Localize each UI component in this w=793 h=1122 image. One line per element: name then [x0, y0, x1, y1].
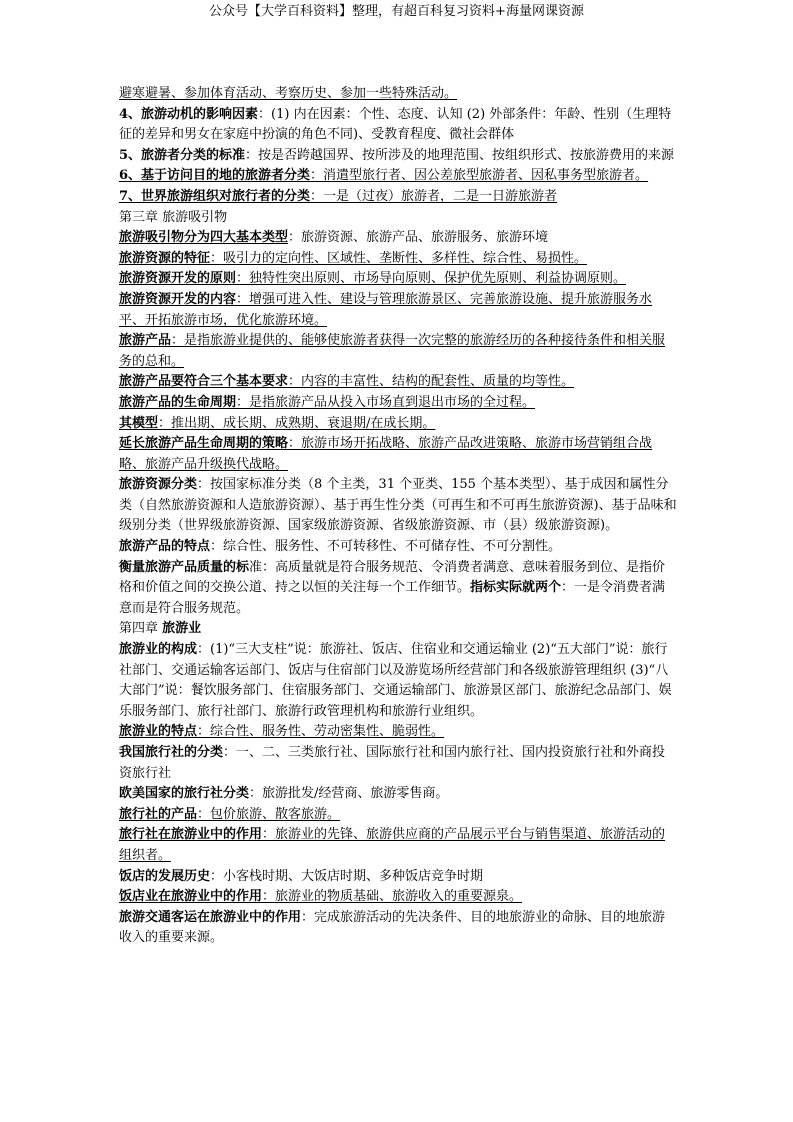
term-label: 旅游产品要符合三个基本要求 — [119, 374, 289, 390]
term-label: 衡量旅游产品质量的标 — [119, 559, 250, 575]
paragraph-text: ：(1) 内在因素：个性、态度、认知 (2) 外部条件：年龄、性别（生理特征的差异和男女在家庭中扮演的角色不同)、受教育程度、微社会群体 — [119, 106, 672, 143]
paragraph — [119, 825, 677, 866]
term-label: 5、旅游者分类的标准 — [119, 147, 246, 163]
term-label: 旅游业的构成 — [119, 642, 198, 658]
paragraph — [119, 537, 677, 558]
term-label: 旅游业的特点 — [119, 724, 198, 740]
paragraph-text: ：是指旅游产品从投入市场直到退出市场的全过程。 — [236, 394, 536, 410]
paragraph-text: ：小客栈时期、大饭店时期、多种饭店竞争时期 — [210, 868, 484, 884]
term-label: 旅游资源的特征 — [119, 250, 211, 266]
paragraph — [119, 908, 677, 949]
paragraph — [119, 743, 677, 784]
paragraph-text: ：独特性突出原则、市场导向原则、保护优先原则、利益协调原则。 — [236, 271, 627, 287]
paragraph — [119, 249, 677, 270]
paragraph — [119, 784, 677, 805]
term-label: 6、基于访问目的地的旅游者分类 — [119, 168, 311, 184]
paragraph — [119, 290, 677, 331]
term-label: 饭店业在旅游业中的作用 — [119, 889, 263, 905]
term-label: 其模型 — [119, 415, 159, 431]
paragraph-text: 准：高质量就是符合服务规范、令消费者满意、意味着服务到位、是指价格和价值之间的交换公道、持之以恒的关注每一个工作细节。 — [119, 559, 666, 596]
term-label: 欧美国家的旅行社分类 — [119, 786, 250, 802]
term-label: 旅游资源开发的原则 — [119, 271, 237, 287]
paragraph — [119, 187, 677, 208]
paragraph — [119, 372, 677, 393]
paragraph — [119, 105, 677, 146]
paragraph-text: 第三章 旅游吸引物 — [119, 209, 228, 225]
term-label: 旅游资源开发的内容 — [119, 291, 237, 307]
term-label: 旅行社的产品 — [119, 806, 198, 822]
paragraph-text: ：内容的丰富性、结构的配套性、质量的均等性。 — [288, 374, 575, 390]
paragraph — [119, 393, 677, 414]
paragraph — [119, 558, 677, 620]
paragraph-text: ：完成旅游活动的先决条件、目的地旅游业的命脉、目的地旅游收入的重要来源。 — [119, 909, 666, 946]
term-label: 旅游交通客运在旅游业中的作用 — [119, 909, 302, 925]
paragraph — [119, 166, 677, 187]
term-label: 旅游产品的特点 — [119, 539, 211, 555]
term-label: 旅游产品 — [119, 333, 172, 349]
paragraph-text: 避寒避暑、参加体育活动、考察历史、参加一些特殊活动。 — [119, 86, 458, 101]
page-header: 公众号【大学百科资料】整理，有超百科复习资料+海量网课资源 — [209, 4, 584, 19]
paragraph — [119, 331, 677, 372]
paragraph-text: ：旅游业的物质基础、旅游收入的重要源泉。 — [262, 889, 523, 905]
paragraph — [119, 414, 677, 435]
term-label: 旅游资源分类 — [119, 477, 198, 493]
paragraph-text: ：吸引力的定向性、区域性、垄断性、多样性、综合性、易损性。 — [210, 250, 588, 266]
paragraph-text: ：增强可进入性、建设与管理旅游景区、完善旅游设施、提升旅游服务水平、开拓旅游市场，优化旅游环境。 — [119, 291, 653, 328]
document-body — [119, 84, 677, 949]
paragraph — [119, 146, 677, 167]
paragraph-text: ：(1)“三大支柱”说：旅游社、饭店、住宿业和交通运输业 (2)“五大部门”说：旅行社部门、交通运输客运部门、饭店与住宿部门以及游览场所经营部门和各级旅游管理组织 (3)“八大部门”说：餐饮服务部门、住宿服务部门、交通运输部门、旅游景区部门、旅游纪念品部门、娱乐服务部门、旅行社部门、旅游行政管理机构和旅游行业组织。 — [119, 642, 672, 719]
term-label: 延长旅游产品生命周期的策略 — [119, 436, 289, 452]
term-label: 指标实际就两个 — [470, 580, 562, 596]
paragraph — [119, 887, 677, 908]
paragraph-text: 第四章 — [119, 621, 163, 637]
paragraph — [119, 475, 677, 537]
paragraph-text: ：一、二、三类旅行社、国际旅行社和国内旅行社、国内投资旅行社和外商投资旅行社 — [119, 745, 666, 781]
paragraph — [119, 269, 677, 290]
paragraph — [119, 722, 677, 743]
paragraph — [119, 640, 677, 722]
paragraph-text: ：旅游业的先锋、旅游供应商的产品展示平台与销售渠道、旅游活动的组织者。 — [119, 827, 666, 863]
term-label: 旅行社在旅游业中的作用 — [119, 827, 263, 843]
term-label: 4、旅游动机的影响因素 — [119, 106, 259, 122]
paragraph-text: ：旅游资源、旅游产品、旅游服务、旅游环境 — [288, 230, 549, 246]
paragraph — [119, 208, 677, 229]
term-label: 饭店的发展历史 — [119, 868, 211, 884]
paragraph-text: ：包价旅游、散客旅游。 — [197, 806, 341, 822]
paragraph-text: ：旅游批发/经营商、旅游零售商。 — [249, 786, 449, 802]
paragraph-text: ：综合性、服务性、不可转移性、不可储存性、不可分割性。 — [210, 539, 562, 555]
paragraph-text: ：按是否跨越国界、按所涉及的地理范围、按组织形式、按旅游费用的来源 — [245, 147, 675, 163]
paragraph — [119, 434, 677, 475]
paragraph — [119, 619, 677, 640]
paragraph-text: ：消遣型旅行者、因公差旅型旅游者、因私事务型旅游者。 — [310, 168, 649, 184]
term-label: 7、世界旅游组织对旅行者的分类 — [119, 188, 311, 204]
paragraph-text: ：旅游市场开拓战略、旅游产品改进策略、旅游市场营销组合战略、旅游产品升级换代战略。 — [119, 436, 653, 472]
paragraph-text: ：一是令消费者满意而是符合服务规范。 — [119, 580, 666, 616]
paragraph-text: ：综合性、服务性、劳动密集性、脆弱性。 — [197, 724, 445, 740]
term-label: 我国旅行社的分类 — [119, 745, 224, 760]
paragraph — [119, 867, 677, 888]
paragraph-text: ：一是（过夜）旅游者，二是一日游旅游者 — [310, 188, 558, 204]
paragraph — [119, 84, 677, 105]
paragraph-text: ：按国家标准分类（8 个主类，31 个亚类、155 个基本类型）、基于成因和属性分类（自然旅游资源和人造旅游资源）、基于再生性分类（可再生和不可再生旅游资源)、基于品味和级别分类（世界级旅游资源、国家级旅游资源、省级旅游资源、市（县）级旅游资源)。 — [119, 477, 677, 534]
term-label: 旅游业 — [162, 621, 202, 637]
paragraph-text: ：是指旅游业提供的、能够使旅游者获得一次完整的旅游经历的各种接待条件和相关服务的总和。 — [119, 333, 666, 369]
term-label: 旅游产品的生命周期 — [119, 394, 237, 410]
term-label: 旅游吸引物分为四大基本类型 — [119, 230, 289, 246]
paragraph — [119, 228, 677, 249]
paragraph — [119, 805, 677, 826]
paragraph-text: ：推出期、成长期、成熟期、衰退期/在成长期。 — [158, 415, 436, 431]
